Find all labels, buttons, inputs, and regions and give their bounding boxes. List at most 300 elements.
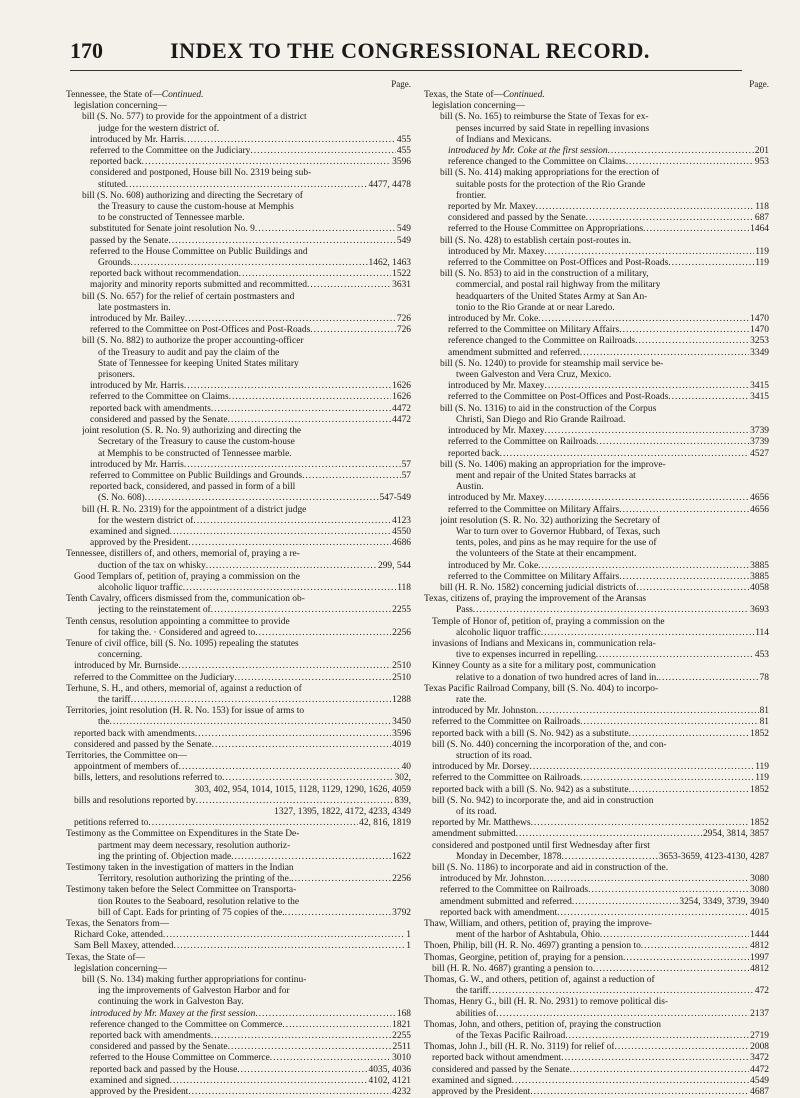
dot-leader (211, 1031, 391, 1042)
index-entry (66, 90, 411, 101)
page-reference: 4232 (392, 1087, 411, 1098)
header-rule (70, 70, 742, 71)
entry-text: majority and minority reports submitted and recommitted (90, 280, 308, 291)
dot-leader (212, 740, 392, 751)
index-entry (66, 460, 411, 471)
entry-text: penses incurred by said State in repelling invasions (456, 123, 650, 134)
dot-leader (668, 392, 749, 403)
dot-leader (544, 381, 749, 392)
dot-leader (310, 325, 396, 336)
entry-text: referred to the House Committee on Commerce (90, 1053, 270, 1064)
dot-leader (222, 773, 393, 784)
entry-text: alcoholic liquor traffic (456, 627, 541, 638)
entry-text: considered and passed by the Senate (448, 213, 586, 224)
index-entry (66, 404, 411, 415)
dot-leader (291, 874, 391, 885)
index-entry (424, 247, 769, 258)
entry-text: introduced by Mr. Burnside (74, 661, 179, 672)
entry-text: Texas, citizens of, praying the improvement of the Aransas (424, 594, 647, 605)
entry-text: the volunteers of the State at their encampment. (456, 549, 637, 560)
index-entry (66, 829, 411, 840)
index-entry (66, 605, 411, 616)
left-column (66, 79, 411, 1098)
index-entry (66, 426, 411, 437)
entry-text: referred to the Committee on the Judiciary (90, 146, 251, 157)
page-reference: 3450 (392, 717, 411, 728)
index-entry (66, 594, 411, 605)
index-entry (424, 706, 769, 717)
index-entry (424, 1042, 769, 1053)
entry-text: referred to the Committee on Post-Offices and Post-Roads (448, 258, 669, 269)
index-entry (66, 583, 411, 594)
dot-leader (211, 605, 391, 616)
entry-text: bill (S. No. 882) to authorize the proper accounting-officer (82, 336, 304, 347)
page-reference: 4656 (750, 493, 769, 504)
entry-text: bill (S. No. 440) concerning the incorporation of the, and con- (432, 739, 667, 750)
entry-text: considered and postponed, House bill No. 2319 being sub- (90, 168, 312, 179)
page-column-label: Page. (749, 79, 769, 89)
page-reference: 472 (754, 986, 769, 997)
index-entry (424, 325, 769, 336)
dot-leader (536, 202, 755, 213)
page-reference: 3596 (392, 728, 411, 739)
page-reference: 1626 (392, 392, 411, 403)
entry-text: introduced by Mr. Harris (90, 381, 184, 392)
dot-leader (255, 628, 391, 639)
right-column (424, 79, 769, 1098)
index-entry (66, 751, 411, 762)
page-reference: 3739 (750, 437, 769, 448)
index-entry (66, 661, 411, 672)
page-reference: 4035, 4036 (368, 1064, 411, 1075)
entry-text: introduced by Mr. Harris (90, 459, 184, 470)
dot-leader (179, 762, 401, 773)
index-entry (424, 482, 769, 493)
entry-text: Texas Pacific Railroad Company, bill (S. No. 404) to incorpo- (424, 683, 659, 694)
entry-text: introduced by Mr. Coke (448, 560, 539, 571)
entry-text: Tenth Cavalry, officers dismissed from the, communication ob- (66, 594, 305, 605)
index-entry (424, 224, 769, 235)
page-reference: 1852 (750, 784, 769, 795)
page-reference: 1288 (392, 694, 411, 705)
index-entry (66, 796, 411, 807)
index-entry (66, 370, 411, 381)
page-reference: 3415 (750, 381, 769, 392)
page-reference: 3080 (750, 874, 769, 885)
dot-leader (600, 930, 749, 941)
entry-text: reference changed to the Committee on Railroads (448, 336, 636, 347)
entry-text: referred to the Committee on Military Affairs (448, 571, 620, 582)
index-entry (66, 975, 411, 986)
dot-leader (163, 930, 405, 941)
dot-leader (282, 1020, 391, 1031)
index-entry (66, 1042, 411, 1053)
entry-text: Christi, San Diego and Rio Grande Railroad. (456, 414, 626, 425)
page-reference: 3739 (750, 426, 769, 437)
dot-leader (608, 146, 754, 157)
index-entry (424, 1087, 769, 1098)
page-reference: 2510 (392, 672, 411, 683)
entry-text: amendment submitted and referred (440, 896, 572, 907)
index-entry (66, 706, 411, 717)
dot-leader (512, 1076, 749, 1087)
page-reference: 57 (401, 459, 411, 470)
dot-leader (619, 572, 749, 583)
index-entry (66, 124, 411, 135)
page-reference: 118 (755, 202, 769, 213)
entry-text: considered and passed by the Senate (90, 414, 228, 425)
entry-text: reported by Mr. Matthews (432, 818, 531, 829)
entry-text: bill (S. No. 1406) making an appropriation for the improve- (440, 459, 666, 470)
dot-leader (588, 885, 749, 896)
index-entry (424, 964, 769, 975)
entry-text: Terhune, S. H., and others, memorial of, against a reduction of (66, 683, 302, 694)
dot-leader (174, 941, 406, 952)
index-entry (424, 661, 769, 672)
index-entry (424, 628, 769, 639)
index-entry (424, 975, 769, 986)
entry-text: Texas, the State of— (66, 952, 146, 963)
page-reference: 119 (755, 773, 769, 784)
dot-leader (188, 1087, 391, 1098)
page-reference: 2255 (392, 605, 411, 616)
index-entry (424, 729, 769, 740)
dot-leader (629, 729, 750, 740)
index-entry (66, 818, 411, 829)
dot-leader (557, 908, 749, 919)
dot-leader (544, 493, 749, 504)
entry-text: Monday in December, 1878 (456, 851, 562, 862)
entry-text: Thomas, Georgine, petition of, praying for a pension (424, 952, 624, 963)
dot-leader (626, 157, 754, 168)
index-entry (66, 561, 411, 572)
index-entry (66, 202, 411, 213)
index-entry (424, 639, 769, 650)
entry-text: invasions of Indians and Mexicans in, communication rela- (432, 638, 656, 649)
entry-text: Temple of Honor of, petition of, praying a commission on the (432, 616, 665, 627)
entry-text: reported back (90, 157, 142, 168)
entry-text: concerning. (98, 650, 143, 661)
entry-text: ing the printing of. Objection made (98, 851, 232, 862)
index-entry (424, 874, 769, 885)
entry-text: passed by the Senate (90, 235, 169, 246)
dot-leader (234, 673, 391, 684)
entry-text: continuing the work in Galveston Bay. (98, 997, 244, 1008)
index-entry (66, 348, 411, 359)
index-entry (66, 650, 411, 661)
page-reference: 4656 (750, 504, 769, 515)
index-entry (424, 101, 769, 112)
page-reference: 1444 (750, 930, 769, 941)
index-entry (66, 628, 411, 639)
page-reference: 549 (396, 235, 411, 246)
page-reference: 455 (396, 146, 411, 157)
entry-text: tents, poles, and pins as he may require for the use of (456, 538, 657, 549)
dot-leader (668, 258, 754, 269)
index-entry (66, 449, 411, 460)
entry-text: reference changed to the Committee on Claims (448, 157, 626, 168)
index-entry (424, 135, 769, 146)
dot-leader (285, 908, 392, 919)
index-entry (66, 168, 411, 179)
dot-leader (184, 135, 396, 146)
dot-leader (178, 661, 391, 672)
entry-text: examined and signed (90, 1075, 170, 1086)
entry-text: tween Galveston and Vera Cruz, Mexico. (456, 370, 612, 381)
entry-text: introduced by Mr. Johnston (440, 874, 544, 885)
page-reference: 2954, 3814, 3857 (702, 829, 769, 840)
page-reference: 4058 (750, 582, 769, 593)
index-entry (66, 964, 411, 975)
entry-text: petitions referred to (74, 818, 149, 829)
index-entry (424, 785, 769, 796)
index-entry (66, 572, 411, 583)
index-entry (424, 112, 769, 123)
entry-text: duction of the tax on whisky (98, 560, 206, 571)
page-reference: 953 (754, 157, 769, 168)
page-reference: 81 (759, 706, 769, 717)
index-entry (424, 852, 769, 863)
entry-text: alcoholic liquor traffic (98, 582, 183, 593)
index-entry (66, 1020, 411, 1031)
index-entry (424, 673, 769, 684)
entry-text: joint resolution (S. R. No. 9) authorizing and directing the (82, 426, 302, 437)
index-entry (424, 314, 769, 325)
index-entry (66, 471, 411, 482)
entry-text: Territory, resolution authorizing the printing of the. (98, 874, 292, 885)
entry-text: considered and passed by the Senate (90, 1042, 228, 1053)
index-entry (66, 695, 411, 706)
dot-leader (206, 561, 377, 572)
index-entry (424, 1009, 769, 1020)
index-entry (66, 1087, 411, 1098)
dot-leader (580, 348, 749, 359)
dot-leader (228, 415, 392, 426)
dot-leader (500, 449, 750, 460)
entry-text: referred to Committee on Public Buildings and Grounds (90, 470, 303, 481)
index-entry (424, 415, 769, 426)
entry-text: Pass (456, 605, 473, 616)
index-entry (66, 493, 411, 504)
dot-leader (270, 1053, 391, 1064)
index-entry (66, 941, 411, 952)
entry-text: to be constructed of Tennessee marble. (98, 213, 245, 224)
dot-leader (544, 426, 749, 437)
dot-leader (168, 236, 395, 247)
entry-text: 1327, 1395, 1822, 4172, 4233, 4349 (274, 807, 411, 817)
page-reference: 4102, 4121 (368, 1075, 411, 1086)
entry-text: bill (S. No. 1316) to aid in the construction of the Corpus (440, 403, 657, 414)
dot-leader (184, 381, 391, 392)
page-header (70, 38, 740, 72)
page-reference: 3693 (750, 605, 769, 616)
entry-text: prisoners. (98, 370, 135, 381)
page-reference: 3596 (392, 157, 411, 168)
page-reference: 3254, 3349, 3739, 3940 (679, 896, 769, 907)
dot-leader (596, 437, 749, 448)
index-entry (66, 717, 411, 728)
dot-leader (131, 258, 368, 269)
index-entry (424, 370, 769, 381)
page-reference: 119 (755, 258, 769, 269)
page-reference: 2008 (750, 1042, 769, 1053)
entry-text: partment may deem necessary, resolution authoriz- (98, 840, 291, 851)
index-entry (66, 213, 411, 224)
dot-leader (544, 247, 754, 258)
entry-text: the tariff (456, 986, 489, 997)
index-entry (424, 897, 769, 908)
dot-leader (659, 673, 759, 684)
entry-text: suitable posts for the protection of the Rio Grande (456, 179, 646, 190)
entry-text: Testimony taken before the Select Committee on Transporta- (66, 885, 297, 896)
index-entry (66, 1053, 411, 1064)
page-reference: 81 (759, 717, 769, 728)
page-reference: 455 (396, 134, 411, 145)
index-entry (66, 146, 411, 157)
entry-text: referred to the Committee on Railroads (448, 437, 597, 448)
entry-text: judge for the western district of. (98, 123, 220, 134)
index-entry (424, 471, 769, 482)
index-entry (424, 191, 769, 202)
index-entry (424, 919, 769, 930)
dot-leader (110, 717, 392, 728)
index-entry (424, 717, 769, 728)
index-entry (424, 202, 769, 213)
entry-text: Good Templars of, petition of, praying a commission on the (74, 571, 300, 582)
page-reference: 3472 (750, 1053, 769, 1064)
entry-text: ing the improvements of Galveston Harbor and for (98, 986, 290, 997)
entry-text: bill (S. No. 428) to establish certain post-routes in. (440, 235, 632, 246)
page-reference: 1462, 1463 (368, 258, 411, 269)
page-reference: 57 (401, 470, 411, 481)
dot-leader (538, 314, 749, 325)
dot-leader (307, 280, 391, 291)
dot-leader (237, 1065, 367, 1076)
entry-text: jecting to the reinstatement of (98, 605, 211, 616)
index-entry (66, 874, 411, 885)
entry-text: bill (S. No. 853) to aid in the construction of a military, (440, 269, 649, 280)
dot-leader (586, 213, 754, 224)
entry-text: struction of its road. (456, 750, 533, 761)
index-entry (66, 325, 411, 336)
entry-text: Thomas, G. W., and others, petition of, against a reduction of (424, 975, 655, 986)
index-entry (424, 841, 769, 852)
entry-text: the tariff (98, 694, 131, 705)
entry-text: for taking the. · Considered and agreed to (98, 627, 256, 638)
entry-text: examined and signed (432, 1075, 512, 1086)
dot-leader (623, 953, 749, 964)
index-entry (424, 594, 769, 605)
entry-text: legislation concerning— (74, 101, 168, 112)
index-entry (424, 258, 769, 269)
entry-text: ment and repair of the United States barracks at (456, 470, 636, 481)
page-reference: 726 (396, 325, 411, 336)
entry-text: stituted (98, 179, 126, 190)
entry-text: Sam Bell Maxey, attended (74, 941, 174, 952)
entry-text: reported back with amendment (440, 907, 558, 918)
dot-leader (562, 852, 658, 863)
index-entry (66, 135, 411, 146)
entry-text: Texas, the State of—Continued. (424, 90, 545, 100)
index-entry (424, 695, 769, 706)
page-reference: 3253 (750, 336, 769, 347)
entry-text: State of Tennessee for keeping United States military (98, 358, 299, 369)
index-entry (424, 986, 769, 997)
index-entry (66, 224, 411, 235)
index-entry (424, 527, 769, 538)
dot-leader (580, 773, 754, 784)
entry-text: Richard Coke, attended (74, 930, 163, 941)
entry-text: introduced by Mr. Dorsey (432, 762, 530, 773)
index-entry (424, 583, 769, 594)
page-reference: 1626 (392, 381, 411, 392)
index-entry (424, 180, 769, 191)
dot-leader (593, 964, 749, 975)
entry-text: relative to a donation of two hundred acres of land in. (456, 672, 659, 683)
page-reference: 4527 (750, 448, 769, 459)
dot-leader (619, 505, 749, 516)
entry-text: reported back and passed by the House (90, 1064, 238, 1075)
index-entry (424, 829, 769, 840)
index-entry (424, 269, 769, 280)
page-reference: 3885 (750, 560, 769, 571)
entry-text: ment of the harbor of Ashtabula, Ohio (456, 930, 600, 941)
entry-text: of the Treasury to audit and pay the claim of the (98, 347, 280, 358)
entry-text: considered and passed by the Senate (74, 739, 212, 750)
page-reference: 114 (755, 627, 769, 638)
index-entry (66, 157, 411, 168)
entry-text: Tennessee, the State of—Continued. (66, 90, 204, 100)
entry-text: bill (S. No. 942) to incorporate the, and aid in construction (432, 795, 654, 806)
entry-text: tion Routes to the Seaboard, resolution relative to the (98, 896, 300, 907)
entry-text: Territories, joint resolution (H. R. No. 153) for issue of arms to (66, 706, 305, 717)
index-entry (424, 953, 769, 964)
dot-leader (629, 785, 750, 796)
entry-text: referred to the Committee on the Judiciary (74, 672, 235, 683)
index-entry (424, 885, 769, 896)
index-entry (66, 729, 411, 740)
index-entry (66, 997, 411, 1008)
dot-leader (619, 325, 749, 336)
entry-text: reported by Mr. Maxey (448, 202, 536, 213)
page-reference: 1470 (750, 314, 769, 325)
entry-text: reported back without amendment (432, 1053, 562, 1064)
dot-leader (211, 404, 391, 415)
index-entry (66, 482, 411, 493)
dot-leader (183, 583, 396, 594)
dot-leader (635, 336, 749, 347)
dot-leader (255, 224, 396, 235)
dot-leader (170, 527, 391, 538)
page-reference: 1852 (750, 728, 769, 739)
index-entry (66, 673, 411, 684)
index-entry (66, 392, 411, 403)
page-reference: 1821 (392, 1019, 411, 1030)
entry-text: reported back with a bill (S. No. 942) as a substitute (432, 728, 629, 739)
index-entry (424, 505, 769, 516)
entry-text: tive to expenses incurred in repelling (456, 650, 596, 661)
entry-text: amendment submitted (432, 829, 516, 840)
index-entry (66, 953, 411, 964)
index-entry (424, 796, 769, 807)
index-entry (424, 280, 769, 291)
index-entry (424, 751, 769, 762)
index-entry (66, 516, 411, 527)
page-reference: 4123 (392, 515, 411, 526)
entry-text: legislation concerning— (432, 101, 526, 112)
page-reference: 1 (406, 941, 411, 952)
entry-text: Grounds (98, 258, 131, 269)
